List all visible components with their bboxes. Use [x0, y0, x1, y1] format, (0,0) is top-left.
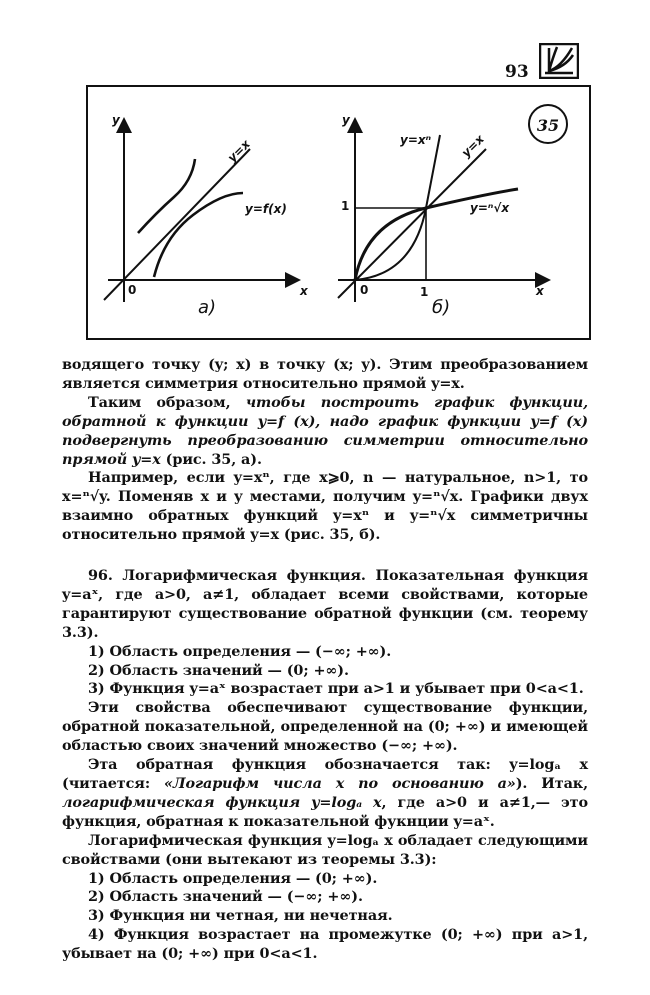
- list-item: 2) Область значений — (−∞; +∞).: [88, 888, 363, 906]
- page-number: 93: [505, 62, 529, 82]
- list-item: 3) Функция ни четная, ни нечетная.: [88, 907, 393, 925]
- left-x-label: x: [300, 284, 308, 298]
- tick-x-1: 1: [420, 285, 429, 299]
- figure-number-badge: 35: [528, 104, 568, 144]
- power-label: y=xⁿ: [400, 133, 432, 147]
- left-sub-label: а): [198, 297, 217, 318]
- text-block-symmetry: [62, 356, 588, 545]
- section-heading: 96. Логарифмическая функция.: [88, 567, 366, 584]
- figure-graphs: [88, 87, 589, 338]
- paragraph-log-properties: Логарифмическая функция y=logₐ x обладает следующими свойствами (они вытекают из теоремы 3.3):: [62, 831, 588, 868]
- paragraph-conclusion: Таким образом, чтобы построить график функции, обратной к функции y=f (x), надо график функции y=f (x) подвергнуть преобразованию симметрии относительно прямой y=x (рис. 35, а).: [62, 393, 588, 468]
- right-line-y-equals-x: [338, 149, 486, 298]
- paragraph-example: Например, если y=xⁿ, где x⩾0, n — натуральное, n>1, то x=ⁿ√y. Поменяв x и y местами, получим y=ⁿ√x. Графики двух взаимно обратных функций y=xⁿ и y=ⁿ√x симметричны относительно прямой y=x (рис. 35, б).: [62, 469, 588, 544]
- right-line-label: y=x: [458, 131, 487, 161]
- text-block-logarithm: [62, 567, 588, 964]
- list-item: 3) Функция y=aˣ возрастает при a>1 и убывает при 0<a<1.: [88, 680, 584, 698]
- list-item: 2) Область значений — (0; +∞).: [88, 661, 349, 679]
- list-item: 1) Область определения — (0; +∞).: [88, 869, 378, 887]
- right-sub-label: б): [432, 297, 451, 318]
- left-line-label: y=x: [224, 136, 253, 166]
- root-label: y=ⁿ√x: [470, 201, 510, 215]
- right-origin: 0: [360, 283, 369, 297]
- paragraph-properties: Эти свойства обеспечивают существование функции, обратной показательной, определенной на (0; +∞) и имеющей областью своих значений множество (−∞; +∞).: [62, 699, 588, 755]
- figure-35: [86, 85, 591, 340]
- left-origin: 0: [128, 283, 137, 297]
- right-x-label: x: [536, 284, 544, 298]
- tick-y-1: 1: [341, 199, 350, 213]
- list-item: 1) Область определения — (−∞; +∞).: [88, 642, 392, 660]
- paragraph-definition: Эта обратная функция обозначается так: y=logₐ x (читается: «Логарифм числа x по основанию a»). Итак, логарифмическая функция y=logₐ x, где a>0 и a≠1,— это функция, обратная к показательной фукнции y=aˣ.: [62, 756, 589, 830]
- chapter-emblem-icon: [539, 43, 579, 79]
- left-line-y-equals-x: [104, 149, 250, 300]
- section-96: 96. Логарифмическая функция. Показательная функция y=aˣ, где a>0, a≠1, обладает всеми свойствами, которые гарантируют существование обратной функции (см. теорему 3.3).: [62, 567, 588, 641]
- paragraph-continuation: водящего точку (y; x) в точку (x; y). Этим преобразованием является симметрия относительно прямой y=x.: [62, 356, 588, 392]
- left-y-label: y: [112, 113, 120, 127]
- list-item: 4) Функция возрастает на промежутке (0; +∞) при a>1, убывает на (0; +∞) при 0<a<1.: [62, 926, 588, 963]
- left-f-label: y=f(x): [245, 202, 287, 216]
- right-y-label: y: [342, 113, 350, 127]
